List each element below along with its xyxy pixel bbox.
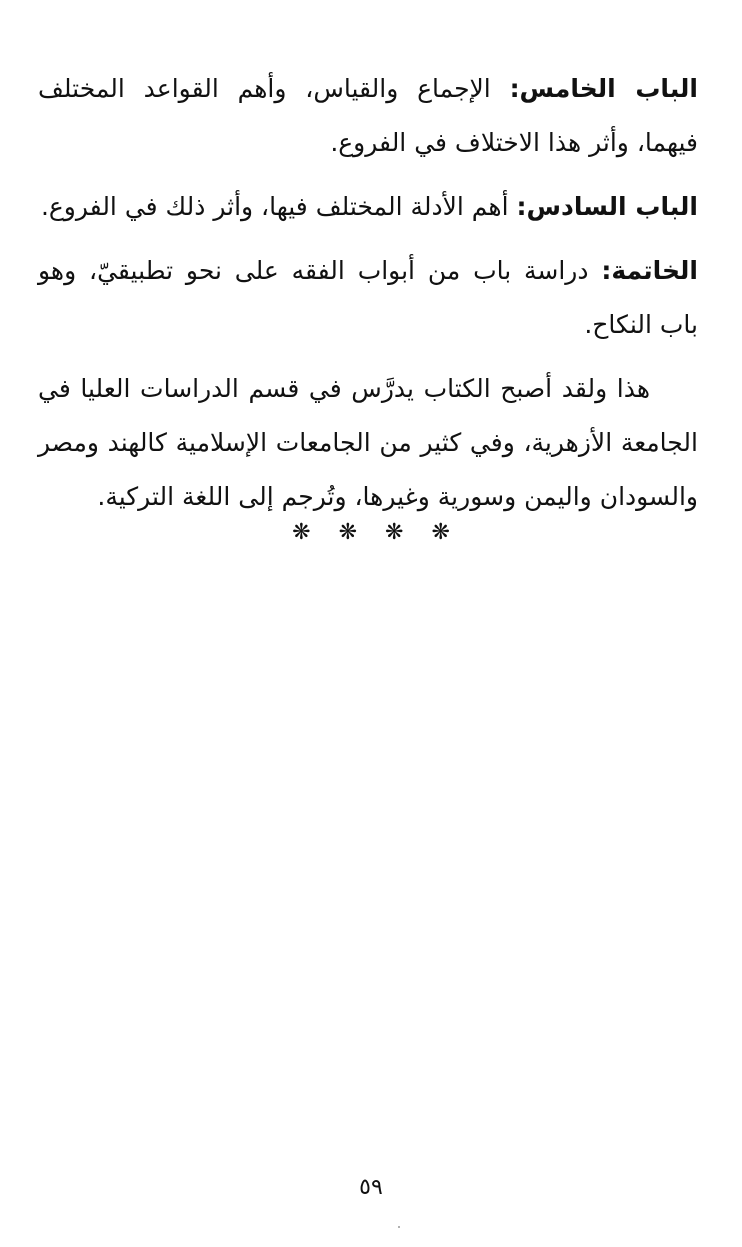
paragraph-text: أهم الأدلة المختلف فيها، وأثر ذلك في الفروع. [40,192,517,221]
paragraph-conclusion [38,244,698,352]
scan-speck [398,1226,400,1228]
asterism-icon: ❋ [431,520,450,545]
asterism-icon: ❋ [385,520,404,545]
section-separator [0,520,742,545]
paragraph-closing [38,362,698,524]
asterism-icon: ❋ [292,520,311,545]
paragraph-chapter-six [38,180,698,234]
page-number: ٥٩ [359,1175,383,1200]
paragraph-text: دراسة باب من أبواب الفقه على نحو تطبيقيّ، وهو باب النكاح. [38,256,698,339]
paragraph-text: الإجماع والقياس، وأهم القواعد المختلف فيهما، وأثر هذا الاختلاف في الفروع. [38,74,698,157]
paragraph-heading: الباب الخامس: [509,74,698,103]
paragraph-chapter-five [38,62,698,170]
page-body [38,62,698,534]
asterism-icon: ❋ [338,520,357,545]
paragraph-heading: الخاتمة: [601,256,698,285]
paragraph-text: هذا ولقد أصبح الكتاب يدرَّس في قسم الدراسات العليا في الجامعة الأزهرية، وفي كثير من الجامعات الإسلامية كالهند ومصر والسودان واليمن وسورية وغيرها، وتُرجم إلى اللغة التركية. [38,374,698,511]
paragraph-heading: الباب السادس: [516,192,698,221]
